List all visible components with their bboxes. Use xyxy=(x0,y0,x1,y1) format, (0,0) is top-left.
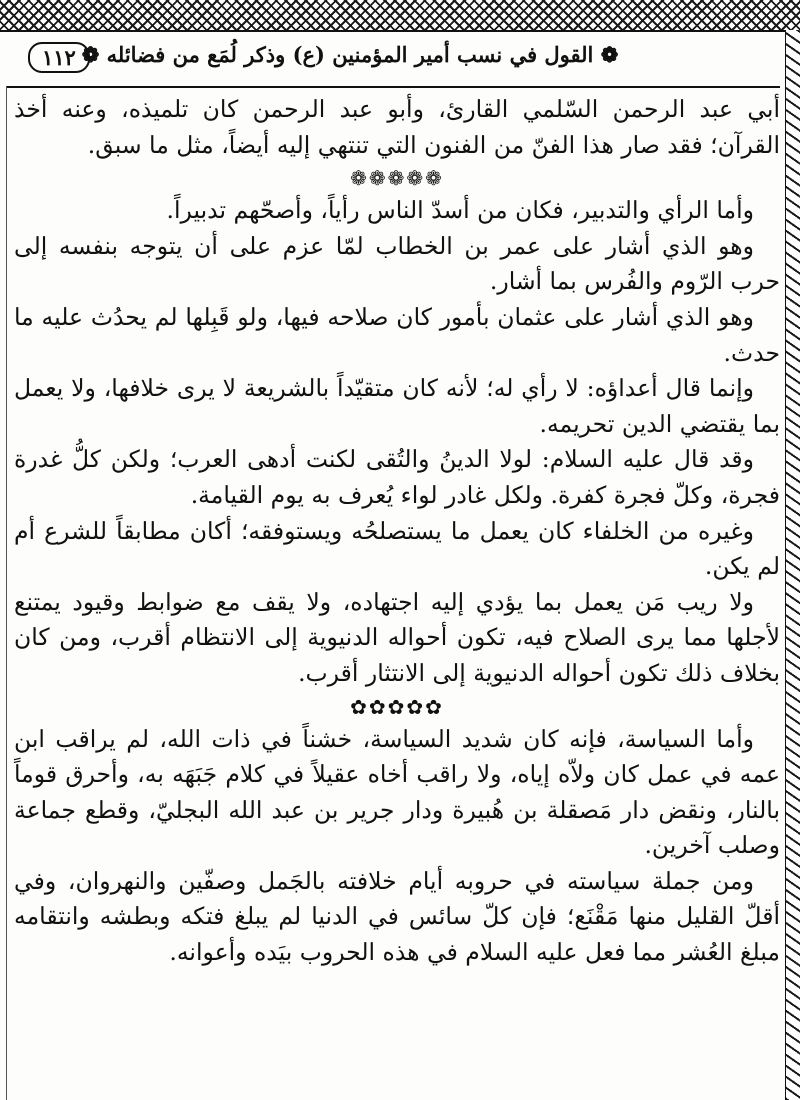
paragraph: ومن جملة سياسته في حروبه أيام خلافته بالجَمل وصفّين والنهروان، وفي أقلّ القليل منها مَقْنَع؛ فإن كلّ سائس في الدنيا لم يبلغ فتكه وبطشه وانتقامه مبلغ العُشر مما فعل عليه السلام في هذه الحروب بيَده وأعوانه. xyxy=(14,866,780,967)
left-margin-rule xyxy=(6,86,7,1100)
decorative-right-border xyxy=(785,30,800,1100)
paragraph: وإنما قال أعداؤه: لا رأي له؛ لأنه كان متقيّداً بالشريعة لا يرى خلافها، ولا يعمل بما يقتضي الدين تحريمه. xyxy=(14,374,780,438)
paragraph: ولا ريب مَن يعمل بما يؤدي إليه اجتهاده، ولا يقف مع ضوابط وقيود يمتنع لأجلها مما يرى الصلاح فيه، تكون أحواله الدنيوية إلى الانتظام أقرب، ومن كان بخلاف ذلك تكون أحواله الدنيوية إلى الانتثار أقرب. xyxy=(14,587,780,687)
section-divider-ornament: ✿✿✿✿✿ xyxy=(350,694,444,719)
paragraph: وهو الذي أشار على عثمان بأمور كان صلاحه فيها، ولو قَبِلها لم يحدُث عليه ما حدث. xyxy=(14,302,780,367)
page-header xyxy=(6,30,780,88)
paragraph: وأما السياسة، فإنه كان شديد السياسة، خشناً في ذات الله، لم يراقب ابن عمه في عمل كان ولاّه إياه، ولا راقب أخاه عقيلاً في كلام جَبَهَه به، وأحرق قوماً بالنار، ونقض دار مَصقلة بن هُبيرة ودار جرير بن عبد الله البجليّ، وقطع جماعة وصلب آخرين. xyxy=(14,724,780,860)
decorative-top-border xyxy=(0,0,800,32)
paragraph: وغيره من الخلفاء كان يعمل ما يستصلحُه ويستوفقه؛ أكان مطابقاً للشرع أم لم يكن. xyxy=(14,516,780,581)
paragraph: وهو الذي أشار على عمر بن الخطاب لمّا عزم على أن يتوجه بنفسه إلى حرب الرّوم والفُرس بما أشار. xyxy=(14,231,780,296)
page-body xyxy=(14,92,780,971)
running-title: ❁ القول في نسب أمير المؤمنين (ع) وذكر لُمَع من فضائله ❁ xyxy=(81,42,619,67)
section-divider-ornament: ❁❁❁❁❁ xyxy=(350,166,444,191)
page-number: ١١٢ xyxy=(28,42,90,73)
paragraph: وأما الرأي والتدبير، فكان من أسدّ الناس رأياً، وأصحّهم تدبيراً. xyxy=(166,196,754,225)
paragraph-continuation: أبي عبد الرحمن السّلمي القارئ، وأبو عبد الرحمن كان تلميذه، وعنه أخذ القرآن؛ فقد صار هذا الفنّ من الفنون التي تنتهي إليه أيضاً، مثل ما سبق. xyxy=(14,95,780,159)
paragraph: وقد قال عليه السلام: لولا الدينُ والتُقى لكنت أدهى العرب؛ ولكن كلُّ غدرة فجرة، وكلّ فجرة كفرة. ولكل غادر لواء يُعرف به يوم القيامة. xyxy=(14,445,780,509)
